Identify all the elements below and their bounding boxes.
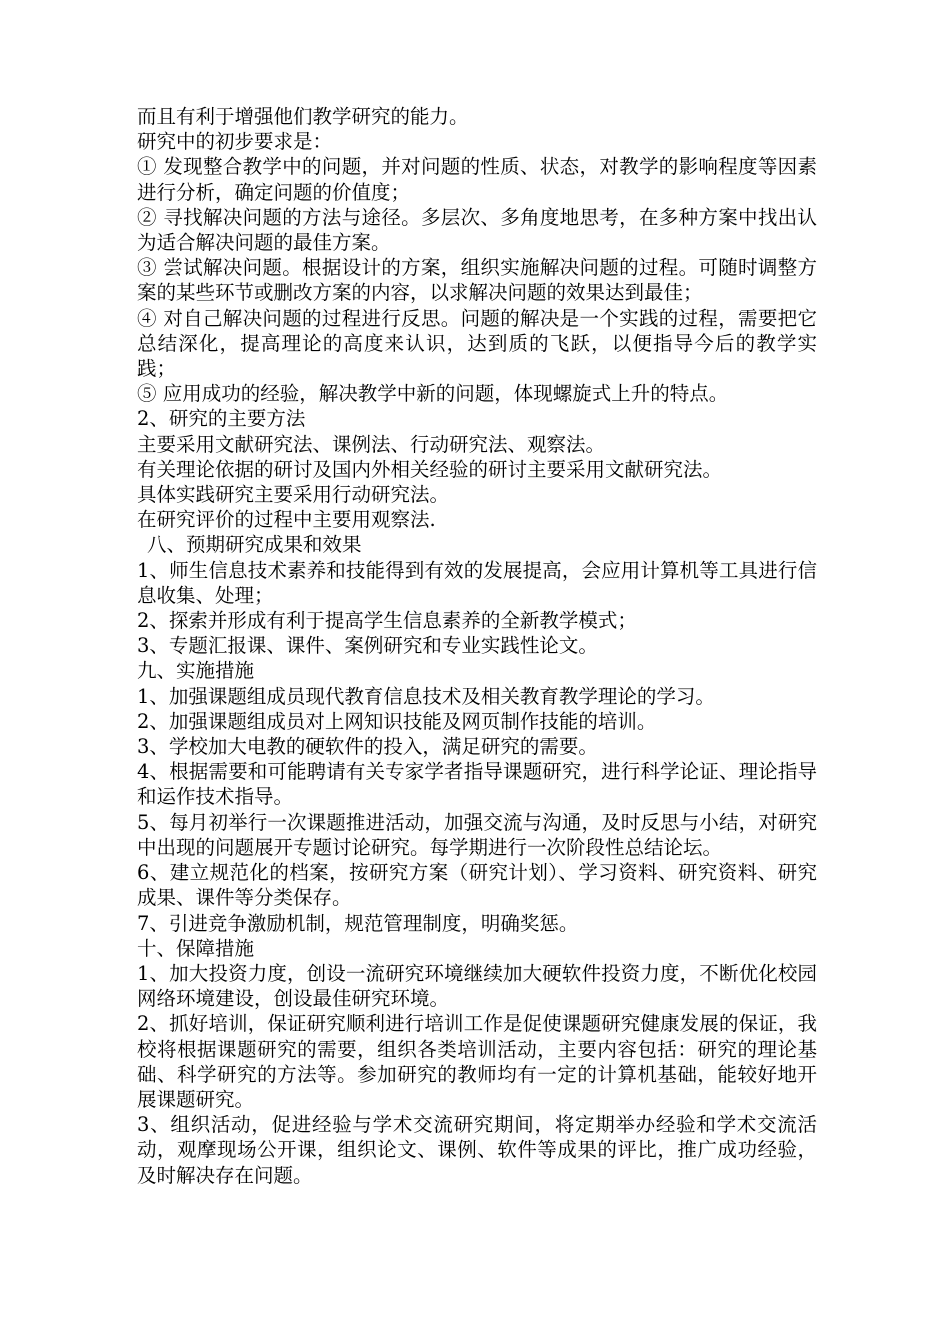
paragraph-22: 5、每月初举行一次课题推进活动，加强交流与沟通，及时反思与小结，对研究中出现的问题展开专题讨论研究。每学期进行一次阶段性总结论坛。 (137, 810, 817, 859)
paragraph-21: 4、根据需要和可能聘请有关专家学者指导课题研究，进行科学论证、理论指导和运作技术指导。 (137, 760, 817, 809)
paragraph-5: ③ 尝试解决问题。根据设计的方案，组织实施解决问题的过程。可随时调整方案的某些环节或删改方案的内容，以求解决问题的效果达到最佳； (137, 256, 817, 305)
section-heading-10: 十、保障措施 (137, 936, 255, 960)
paragraph-9: 主要采用文献研究法、课例法、行动研究法、观察法。 (137, 432, 606, 456)
paragraph-23: 6、建立规范化的档案，按研究方案（研究计划）、学习资料、研究资料、研究成果、课件等分类保存。 (137, 861, 817, 910)
section-heading-methods: 2、研究的主要方法 (137, 407, 306, 431)
paragraph-24: 7、引进竞争激励机制，规范管理制度，明确奖惩。 (137, 911, 579, 935)
section-heading-8: 八、预期研究成果和效果 (147, 533, 362, 557)
paragraph-20: 3、学校加大电教的硬软件的投入，满足研究的需要。 (137, 735, 598, 759)
paragraph-27: 2、抓好培训，保证研究顺利进行培训工作是促使课题研究健康发展的保证，我校将根据课题研究的需要，组织各类培训活动，主要内容包括：研究的理论基础、科学研究的方法等。参加研究的教师均有一定的计算机基础，能较好地开展课题研究。 (137, 1012, 817, 1111)
paragraph-4: ② 寻找解决问题的方法与途径。多层次、多角度地思考，在多种方案中找出认为适合解决问题的最佳方案。 (137, 205, 817, 255)
document-page (137, 104, 817, 1188)
paragraph-15: 2、探索并形成有利于提高学生信息素养的全新教学模式； (137, 609, 637, 633)
paragraph-18: 1、加强课题组成员现代教育信息技术及相关教育教学理论的学习。 (137, 684, 715, 708)
paragraph-10: 有关理论依据的研讨及国内外相关经验的研讨主要采用文献研究法。 (137, 457, 723, 481)
paragraph-28: 3、组织活动，促进经验与学术交流研究期间，将定期举办经验和学术交流活动，观摩现场公开课，组织论文、课例、软件等成果的评比，推广成功经验，及时解决存在问题。 (137, 1113, 817, 1187)
paragraph-7: ⑤ 应用成功的经验，解决教学中新的问题，体现螺旋式上升的特点。 (137, 382, 729, 406)
paragraph-6: ④ 对自己解决问题的过程进行反思。问题的解决是一个实践的过程，需要把它总结深化，提高理论的高度来认识，达到质的飞跃，以便指导今后的教学实践； (137, 306, 817, 381)
paragraph-16: 3、专题汇报课、课件、案例研究和专业实践性论文。 (137, 634, 598, 658)
paragraph-26: 1、加大投资力度，创设一流研究环境继续加大硬软件投资力度，不断优化校园网络环境建设，创设最佳研究环境。 (137, 961, 817, 1011)
paragraph-19: 2、加强课题组成员对上网知识技能及网页制作技能的培训。 (137, 709, 657, 733)
paragraph-3: ① 发现整合教学中的问题，并对问题的性质、状态，对教学的影响程度等因素进行分析，确定问题的价值度； (137, 155, 817, 204)
paragraph-12: 在研究评价的过程中主要用观察法. (137, 508, 436, 532)
section-heading-9: 九、实施措施 (137, 659, 255, 683)
paragraph-1: 而且有利于增强他们教学研究的能力。 (137, 105, 469, 128)
paragraph-14: 1、师生信息技术素养和技能得到有效的发展提高，会应用计算机等工具进行信息收集、处理； (137, 558, 817, 607)
paragraph-2: 研究中的初步要求是： (137, 130, 333, 154)
paragraph-11: 具体实践研究主要采用行动研究法。 (137, 483, 450, 507)
